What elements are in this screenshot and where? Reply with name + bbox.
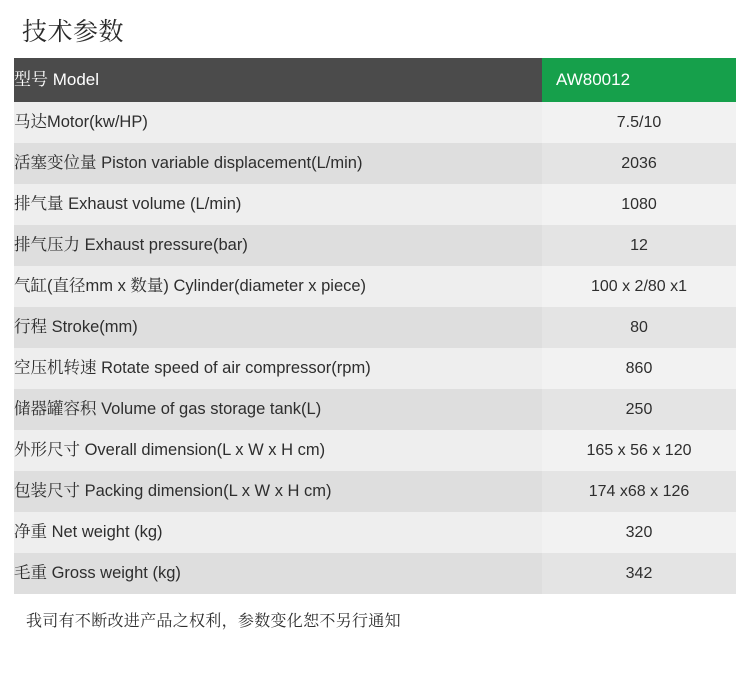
row-value: 1080 [542,184,736,225]
row-value: 174 x68 x 126 [542,471,736,512]
row-label: 储器罐容积 Volume of gas storage tank(L) [14,389,542,430]
row-value: 12 [542,225,736,266]
row-value: 80 [542,307,736,348]
row-value: 7.5/10 [542,102,736,143]
table-row [14,307,736,348]
row-value: 250 [542,389,736,430]
row-value: 2036 [542,143,736,184]
header-label-cell: 型号 Model [14,58,542,102]
table-row [14,471,736,512]
row-value: 860 [542,348,736,389]
row-label: 净重 Net weight (kg) [14,512,542,553]
table-row [14,266,736,307]
row-label: 排气量 Exhaust volume (L/min) [14,184,542,225]
row-label: 包装尺寸 Packing dimension(L x W x H cm) [14,471,542,512]
row-value: 320 [542,512,736,553]
row-label: 外形尺寸 Overall dimension(L x W x H cm) [14,430,542,471]
specifications-table [14,58,736,594]
table-row [14,553,736,594]
table-row [14,225,736,266]
table-row [14,102,736,143]
row-label: 行程 Stroke(mm) [14,307,542,348]
table-row [14,184,736,225]
table-body [14,58,736,594]
row-label: 空压机转速 Rotate speed of air compressor(rpm) [14,348,542,389]
header-value-cell: AW80012 [542,58,736,102]
table-row [14,512,736,553]
row-label: 排气压力 Exhaust pressure(bar) [14,225,542,266]
table-row [14,389,736,430]
row-value: 165 x 56 x 120 [542,430,736,471]
page-title: 技术参数 [22,18,125,46]
table-row [14,348,736,389]
disclaimer-note: 我司有不断改进产品之权利，参数变化恕不另行通知 [26,613,401,630]
row-value: 100 x 2/80 x1 [542,266,736,307]
table-header-row [14,58,736,102]
table-row [14,430,736,471]
row-label: 马达Motor(kw/HP) [14,102,542,143]
row-value: 342 [542,553,736,594]
table-row [14,143,736,184]
row-label: 气缸(直径mm x 数量) Cylinder(diameter x piece) [14,266,542,307]
row-label: 活塞变位量 Piston variable displacement(L/min) [14,143,542,184]
row-label: 毛重 Gross weight (kg) [14,553,542,594]
